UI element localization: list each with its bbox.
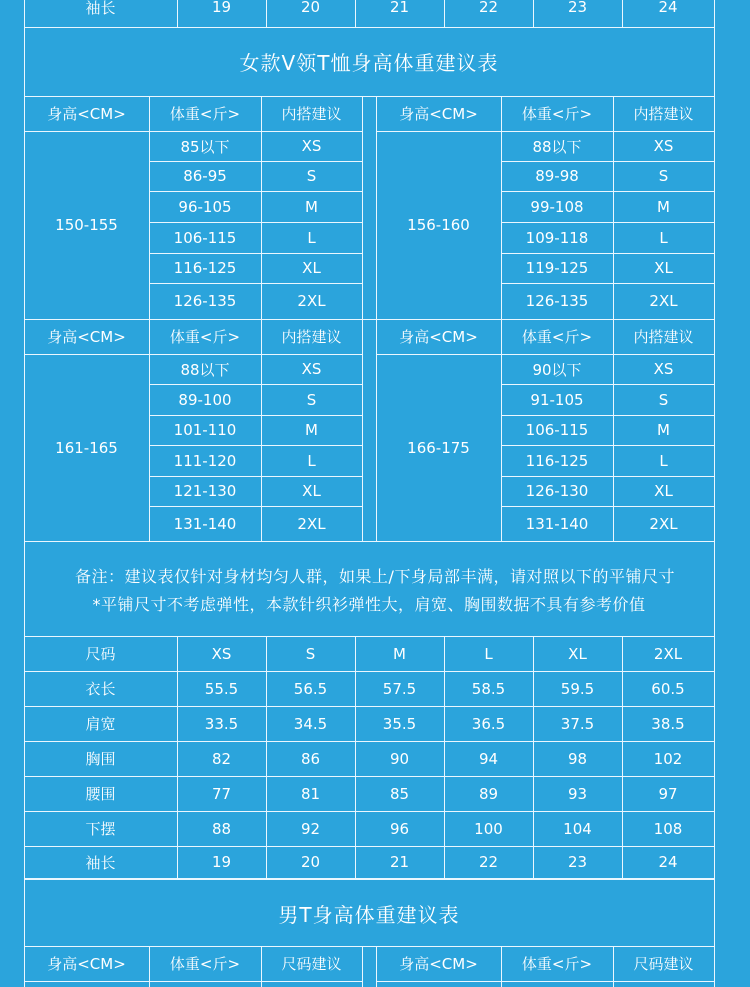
size-suggestion: L bbox=[307, 228, 316, 247]
column-header: 体重<斤> bbox=[169, 328, 241, 346]
measurement-value: 60.5 bbox=[651, 679, 685, 698]
column-header: 内搭建议 bbox=[281, 328, 342, 346]
grid-line-vertical bbox=[714, 636, 715, 878]
size-column-header: XL bbox=[568, 644, 587, 663]
measurement-value: 96 bbox=[389, 819, 410, 838]
measurement-value: 85 bbox=[389, 784, 410, 803]
weight-range: 88以下 bbox=[180, 360, 230, 379]
column-header: 体重<斤> bbox=[521, 328, 593, 346]
weight-range: 101-110 bbox=[173, 421, 237, 439]
weight-range: 90以下 bbox=[532, 360, 582, 379]
measurement-value: 57.5 bbox=[382, 679, 417, 698]
measurement-value: 86 bbox=[300, 749, 321, 768]
weight-range: 86-95 bbox=[183, 167, 227, 185]
weight-range: 106-115 bbox=[173, 228, 237, 247]
top-strip-value: 24 bbox=[658, 0, 678, 16]
weight-range: 116-125 bbox=[525, 451, 589, 470]
column-header: 尺码建议 bbox=[633, 955, 694, 973]
weight-range: 85以下 bbox=[180, 137, 230, 156]
weight-range: 121-130 bbox=[173, 482, 237, 500]
weight-range: 109-118 bbox=[525, 228, 589, 247]
measurement-value: 23 bbox=[567, 853, 588, 871]
size-suggestion: M bbox=[305, 197, 318, 216]
size-suggestion: S bbox=[306, 167, 317, 185]
top-strip-value: 19 bbox=[211, 0, 232, 16]
measurement-label: 胸围 bbox=[85, 750, 116, 768]
grid-line-vertical bbox=[362, 96, 363, 319]
measurement-value: 36.5 bbox=[471, 714, 506, 733]
height-range: 150-155 bbox=[55, 216, 118, 234]
column-header: 身高<CM> bbox=[47, 328, 126, 346]
measurement-value: 56.5 bbox=[293, 679, 328, 698]
column-header: 身高<CM> bbox=[399, 328, 478, 346]
height-range: 161-165 bbox=[55, 438, 118, 457]
size-suggestion: XL bbox=[302, 482, 321, 500]
size-suggestion: 2XL bbox=[297, 514, 326, 533]
grid-line-vertical bbox=[362, 319, 363, 541]
measurement-value: 77 bbox=[211, 784, 232, 803]
size-suggestion: L bbox=[307, 451, 316, 470]
measurement-value: 58.5 bbox=[471, 679, 506, 698]
women-section-title: 女款V领T恤身高体重建议表 bbox=[239, 51, 499, 75]
height-range: 156-160 bbox=[407, 216, 470, 234]
weight-range: 106-115 bbox=[525, 421, 589, 439]
top-strip-value: 20 bbox=[300, 0, 321, 16]
measurement-label: 下摆 bbox=[85, 820, 116, 838]
weight-range: 91-105 bbox=[530, 390, 584, 409]
measurement-value: 55.5 bbox=[204, 679, 239, 698]
weight-range: 126-135 bbox=[525, 292, 589, 310]
measurement-value: 89 bbox=[478, 784, 499, 803]
column-header: 身高<CM> bbox=[47, 105, 126, 123]
measurement-value: 104 bbox=[563, 819, 592, 838]
measurement-label: 肩宽 bbox=[85, 715, 116, 733]
size-suggestion: M bbox=[657, 421, 670, 439]
measurement-value: 19 bbox=[211, 853, 232, 871]
weight-range: 89-100 bbox=[178, 390, 232, 409]
measurement-value: 81 bbox=[300, 784, 321, 803]
measurement-value: 98 bbox=[567, 749, 588, 768]
men-section-title: 男T身高体重建议表 bbox=[278, 902, 460, 927]
top-strip-value: 21 bbox=[389, 0, 410, 16]
note-line-1: 备注：建议表仅针对身材均匀人群，如果上/下身局部丰满，请对照以下的平铺尺寸 bbox=[75, 566, 675, 586]
measurement-value: 102 bbox=[653, 749, 683, 768]
column-header: 体重<斤> bbox=[521, 105, 593, 123]
grid-line-horizontal bbox=[24, 981, 363, 982]
measurement-value: 37.5 bbox=[560, 714, 595, 733]
size-suggestion: 2XL bbox=[297, 292, 326, 310]
size-suggestion: XS bbox=[301, 137, 322, 155]
size-suggestion: S bbox=[658, 390, 669, 409]
size-suggestion: XS bbox=[653, 137, 674, 155]
size-column-header: XS bbox=[211, 644, 232, 663]
column-header: 尺码建议 bbox=[281, 955, 342, 973]
size-suggestion: L bbox=[659, 451, 668, 470]
weight-range: 96-105 bbox=[178, 197, 232, 216]
note-line-2: *平铺尺寸不考虑弹性，本款针织衫弹性大，肩宽、胸围数据不具有参考价值 bbox=[92, 594, 646, 614]
measurement-value: 100 bbox=[474, 819, 503, 838]
size-column-header: L bbox=[484, 644, 493, 663]
weight-range: 126-130 bbox=[525, 482, 589, 500]
weight-range: 131-140 bbox=[525, 514, 589, 533]
column-header: 内搭建议 bbox=[633, 105, 694, 123]
column-header: 身高<CM> bbox=[399, 955, 478, 973]
column-header: 内搭建议 bbox=[633, 328, 694, 346]
measurement-value: 92 bbox=[300, 819, 321, 838]
top-strip-value: 23 bbox=[567, 0, 588, 16]
measurement-value: 22 bbox=[478, 853, 499, 871]
size-suggestion: L bbox=[659, 228, 668, 247]
grid-line-vertical bbox=[714, 96, 715, 319]
size-suggestion: S bbox=[658, 167, 669, 185]
measurement-value: 24 bbox=[658, 853, 678, 871]
size-suggestion: XL bbox=[654, 482, 673, 500]
weight-range: 131-140 bbox=[173, 514, 237, 533]
measurement-label: 衣长 bbox=[85, 680, 116, 698]
measurement-value: 59.5 bbox=[560, 679, 595, 698]
size-suggestion: XL bbox=[654, 259, 673, 277]
size-suggestion: 2XL bbox=[649, 514, 678, 533]
measurement-value: 97 bbox=[658, 784, 678, 803]
measurement-value: 21 bbox=[389, 853, 410, 871]
measurement-value: 88 bbox=[211, 819, 232, 838]
weight-range: 119-125 bbox=[525, 259, 589, 277]
size-suggestion: S bbox=[306, 390, 317, 409]
size-column-header: 2XL bbox=[653, 644, 683, 663]
size-suggestion: M bbox=[657, 197, 670, 216]
top-strip-value: 22 bbox=[478, 0, 499, 16]
measurement-value: 108 bbox=[653, 819, 683, 838]
measurement-label: 袖长 bbox=[85, 853, 116, 872]
size-suggestion: M bbox=[305, 421, 318, 439]
column-header: 身高<CM> bbox=[399, 105, 478, 123]
measurement-value: 82 bbox=[211, 749, 232, 768]
column-header: 体重<斤> bbox=[169, 955, 241, 973]
measurement-label: 腰围 bbox=[85, 785, 116, 803]
size-suggestion: XS bbox=[653, 360, 674, 378]
column-header: 体重<斤> bbox=[521, 955, 593, 973]
size-suggestion: XS bbox=[301, 360, 322, 378]
grid-line-horizontal bbox=[24, 541, 715, 542]
weight-range: 126-135 bbox=[173, 292, 237, 310]
measurement-value: 90 bbox=[389, 749, 410, 768]
column-header: 内搭建议 bbox=[281, 105, 342, 123]
measurement-value: 20 bbox=[300, 853, 321, 871]
measurement-value: 93 bbox=[567, 784, 588, 803]
measurement-value: 33.5 bbox=[204, 714, 239, 733]
weight-range: 111-120 bbox=[173, 451, 237, 470]
size-table-header-label: 尺码 bbox=[85, 645, 116, 663]
measurement-value: 94 bbox=[478, 749, 499, 768]
top-strip-label: 袖长 bbox=[85, 0, 116, 17]
grid-line-vertical bbox=[714, 319, 715, 541]
measurement-value: 35.5 bbox=[382, 714, 417, 733]
weight-range: 116-125 bbox=[173, 259, 237, 277]
weight-range: 89-98 bbox=[535, 167, 579, 185]
weight-range: 88以下 bbox=[532, 137, 582, 156]
height-range: 166-175 bbox=[407, 438, 470, 457]
size-column-header: S bbox=[305, 644, 316, 663]
measurement-value: 38.5 bbox=[651, 714, 685, 733]
weight-range: 99-108 bbox=[530, 197, 584, 216]
column-header: 身高<CM> bbox=[47, 955, 126, 973]
size-column-header: M bbox=[393, 644, 406, 663]
column-header: 体重<斤> bbox=[169, 105, 241, 123]
measurement-value: 34.5 bbox=[293, 714, 328, 733]
size-suggestion: XL bbox=[302, 259, 321, 277]
grid-line-horizontal bbox=[376, 981, 715, 982]
size-suggestion: 2XL bbox=[649, 292, 678, 310]
grid-line-vertical bbox=[714, 0, 715, 27]
